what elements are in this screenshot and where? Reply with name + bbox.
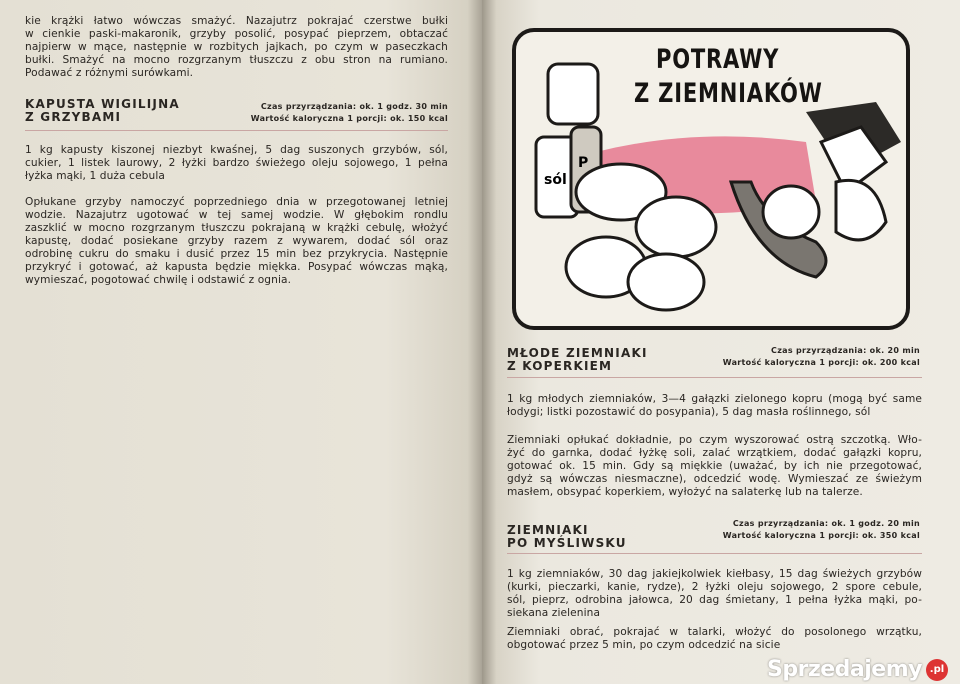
text-line: Ziemniaki opłukać dokładnie, po czym wyszorować ostrą szczotką. Wło-	[507, 434, 922, 446]
divider	[25, 130, 448, 131]
text-line: gdyż są wówczas niesmaczne), odcedzić wodę. Wymieszać ze świeżym	[507, 473, 922, 485]
text-line: 1 kg kapusty kiszonej niezbyt kwaśnej, 5 dag suszonych grzybów, sól,	[25, 144, 448, 156]
text-line: kapustę, dodać posiekane grzyby razem z wywarem, dodać sól oraz	[25, 235, 448, 247]
text-line: kie krążki łatwo wówczas smażyć. Nazajutrz pokrajać czerstwe bułki	[25, 15, 448, 27]
pepper-label: P	[578, 155, 589, 171]
divider	[507, 377, 922, 378]
text-line: zaszklić w mocno rozgrzanym tłuszczu pokrajaną w krążki cebulę, włożyć	[25, 222, 448, 234]
chapter-illustration	[512, 28, 910, 330]
text-line: żyć do garnka, dodać łyżkę soli, zalać wrzątkiem, dodać gałązki kopru,	[507, 447, 922, 459]
watermark-container	[767, 657, 948, 683]
chapter-title-line1: POTRAWY	[656, 44, 780, 75]
text-line: siekana zielenina	[507, 607, 601, 619]
text-line: najpierw w mące, następnie w rozbitych jajkach, po czym w paseczkach	[25, 41, 448, 53]
text-line: gotować ok. 15 min. Gdy są miękkie (uważać, by ich nie przegotować,	[507, 460, 922, 472]
vegetables-illustration	[516, 32, 906, 326]
text-line: sól, pieprz, odrobina jałowca, 20 dag śmietany, 1 pełna łyżka mąki, po-	[507, 594, 922, 606]
text-line: Podawać z różnymi surówkami.	[25, 67, 194, 79]
watermark-badge: .pl	[926, 659, 948, 681]
recipe-meta: Czas przyrządzania: ok. 1 godz. 20 min Wartość kaloryczna 1 porcji: ok. 350 kcal	[722, 519, 920, 540]
recipe-title: KAPUSTA WIGILIJNA Z GRZYBAMI	[25, 97, 180, 124]
divider	[507, 553, 922, 554]
text-line: 1 kg młodych ziemniaków, 3—4 gałązki zielonego kopru (mogą być same	[507, 393, 922, 405]
text-line: masłem, obsypać koperkiem, wyłożyć na salaterkę lub na talerze.	[507, 486, 863, 498]
text-line: odrobinę cukru do smaku i dusić przez 15 min bez przykrycia. Następnie	[25, 248, 448, 260]
salt-label: sól	[544, 172, 567, 188]
text-line: Opłukane grzyby namoczyć poprzedniego dnia w przegotowanej letniej	[25, 196, 448, 208]
text-line: obgotować przez 5 min, po czym odcedzić na sicie	[507, 639, 781, 651]
recipe-title: MŁODE ZIEMNIAKI Z KOPERKIEM	[507, 346, 648, 373]
text-line: (kurki, pieczarki, kanie, rydze), 2 łyżki oleju sojowego, 2 spore cebule,	[507, 581, 922, 593]
text-line: łyżka mąki, 1 duża cebula	[25, 170, 165, 182]
text-line: cukier, 1 listek laurowy, 2 łyżki bardzo świeżego oleju sojowego, 1 pełna	[25, 157, 448, 169]
text-line: wodzie. Nazajutrz ugotować w tej samej wodzie. W głębokim rondlu	[25, 209, 448, 221]
text-line: Ziemniaki obrać, pokrajać w talarki, włożyć do posolonego wrzątku,	[507, 626, 922, 638]
recipe-meta: Czas przyrządzania: ok. 20 min Wartość kaloryczna 1 porcji: ok. 200 kcal	[722, 346, 920, 367]
recipe-meta: Czas przyrządzania: ok. 1 godz. 30 min Wartość kaloryczna 1 porcji: ok. 150 kcal	[250, 102, 448, 123]
recipe-title: ZIEMNIAKI PO MYŚLIWSKU	[507, 523, 627, 550]
right-page	[482, 0, 960, 684]
text-line: łodygi; listki pozostawić do posypania), 5 dag masła roślinnego, sól	[507, 406, 871, 418]
chapter-title-line2: Z ZIEMNIAKÓW	[634, 78, 823, 109]
watermark: Sprzedajemy	[767, 657, 922, 682]
text-line: przykryć i gotować, aż kapusta będzie miękka. Posypać wówczas mąką,	[25, 261, 448, 273]
text-line: bułki. Smażyć na mocno rozgrzanym tłuszczu z obu stron na rumiano.	[25, 54, 448, 66]
text-line: 1 kg ziemniaków, 30 dag jakiejkolwiek kiełbasy, 15 dag świeżych grzybów	[507, 568, 922, 580]
text-line: w cienkie paski-makaronik, grzyby posolić, posypać pieprzem, obtaczać	[25, 28, 448, 40]
text-line: wymieszać, pogotować chwilę i odstawić z ognia.	[25, 274, 292, 286]
